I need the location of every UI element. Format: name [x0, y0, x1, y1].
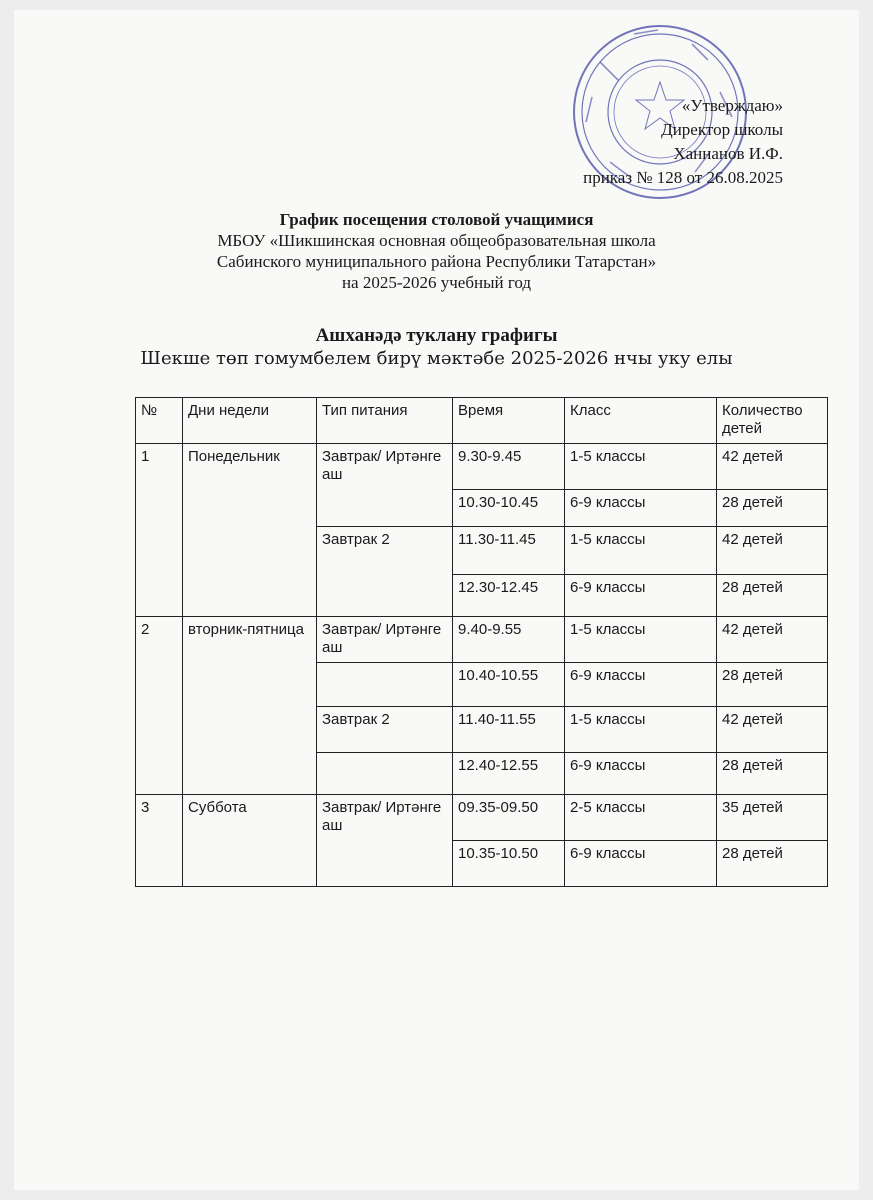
russian-title: График посещения столовой учащимися [279, 210, 594, 229]
row-count: 28 детей [717, 753, 828, 795]
row-meal: Завтрак 2 [317, 707, 453, 753]
table-row [136, 795, 828, 841]
row-class: 1-5 классы [565, 444, 717, 490]
row-class: 2-5 классы [565, 795, 717, 841]
row-class: 1-5 классы [565, 707, 717, 753]
row-time: 11.40-11.55 [453, 707, 565, 753]
approval-order: приказ № 128 от 26.08.2025 [583, 168, 783, 187]
table-row [136, 444, 828, 490]
row-meal: Завтрак/ Иртәнге аш [317, 617, 453, 663]
table-row [136, 617, 828, 663]
row-time: 09.35-09.50 [453, 795, 565, 841]
document-page [14, 10, 859, 1190]
row-class: 6-9 классы [565, 490, 717, 527]
row-count: 42 детей [717, 444, 828, 490]
row-count: 28 детей [717, 663, 828, 707]
header-class: Класс [565, 398, 717, 444]
row-count: 42 детей [717, 707, 828, 753]
row-time: 10.35-10.50 [453, 841, 565, 887]
school-name-line2: Сабинского муниципального района Республики Татарстан» [216, 252, 657, 271]
row-day: Суббота [183, 795, 317, 887]
row-day: вторник-пятница [183, 617, 317, 795]
row-time: 9.40-9.55 [453, 617, 565, 663]
approval-position: Директор школы [661, 120, 783, 139]
row-time: 10.30-10.45 [453, 490, 565, 527]
header-day: Дни недели [183, 398, 317, 444]
row-count: 28 детей [717, 841, 828, 887]
approval-name: Ханнанов И.Ф. [673, 144, 783, 163]
row-count: 28 детей [717, 575, 828, 617]
row-count: 42 детей [717, 527, 828, 575]
row-class: 6-9 классы [565, 753, 717, 795]
header-count: Количество детей [717, 398, 828, 444]
row-time: 12.30-12.45 [453, 575, 565, 617]
header-num: № [136, 398, 183, 444]
academic-year: на 2025-2026 учебный год [341, 273, 532, 292]
row-num: 2 [136, 617, 183, 795]
approval-label: «Утверждаю» [681, 96, 783, 115]
school-name-line1: МБОУ «Шикшинская основная общеобразовательная школа [217, 231, 656, 250]
row-time: 9.30-9.45 [453, 444, 565, 490]
row-time: 12.40-12.55 [453, 753, 565, 795]
row-day: Понедельник [183, 444, 317, 617]
row-class: 6-9 классы [565, 841, 717, 887]
russian-heading [14, 209, 859, 293]
header-time: Время [453, 398, 565, 444]
row-count: 42 детей [717, 617, 828, 663]
row-meal [317, 753, 453, 795]
table-header-row [136, 398, 828, 444]
cafeteria-schedule-table [135, 397, 828, 887]
row-meal: Завтрак/ Иртәнге аш [317, 795, 453, 887]
row-count: 28 детей [717, 490, 828, 527]
row-class: 6-9 классы [565, 663, 717, 707]
row-count: 35 детей [717, 795, 828, 841]
row-time: 11.30-11.45 [453, 527, 565, 575]
row-meal: Завтрак/ Иртәнге аш [317, 444, 453, 527]
tatar-heading [14, 324, 859, 370]
row-meal: Завтрак 2 [317, 527, 453, 617]
approval-block [583, 94, 783, 190]
row-class: 1-5 классы [565, 527, 717, 575]
row-time: 10.40-10.55 [453, 663, 565, 707]
row-class: 1-5 классы [565, 617, 717, 663]
tatar-title: Ашханәдә туклану графигы [315, 325, 558, 346]
row-num: 3 [136, 795, 183, 887]
row-num: 1 [136, 444, 183, 617]
row-class: 6-9 классы [565, 575, 717, 617]
header-meal: Тип питания [317, 398, 453, 444]
tatar-subtitle: Шекше төп гомумбелем бирү мәктәбе 2025-2026 нчы уку елы [140, 348, 733, 369]
row-meal [317, 663, 453, 707]
